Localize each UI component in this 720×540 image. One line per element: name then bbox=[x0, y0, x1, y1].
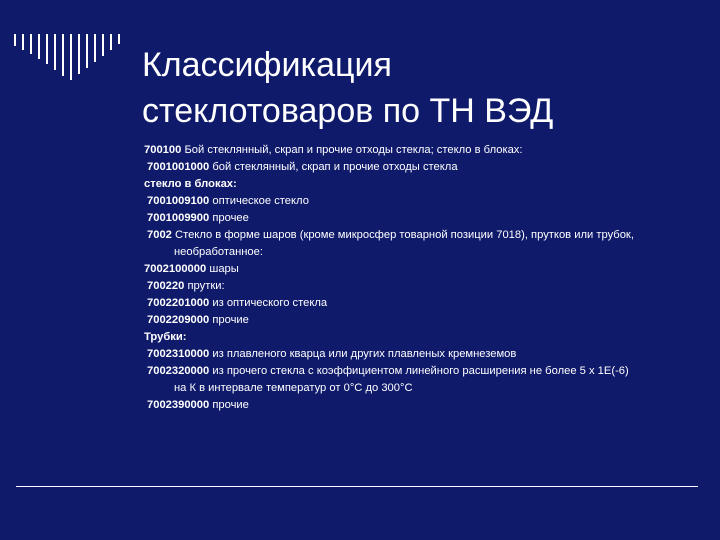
body-line: 7002209000 прочие bbox=[147, 314, 249, 326]
body-line: 7002 Стекло в форме шаров (кроме микросфер товарной позиции 7018), прутков или трубок, bbox=[147, 229, 634, 241]
body-line: 7001009100 оптическое стекло bbox=[147, 195, 309, 207]
slide-title-line-2: стеклотоваров по ТН ВЭД bbox=[142, 92, 554, 130]
body-line: 7002201000 из оптического стекла bbox=[147, 297, 328, 309]
body-line: 7002310000 из плавленого кварца или других плавленых кремнеземов bbox=[147, 348, 517, 360]
decorative-bars bbox=[14, 34, 134, 84]
body-line: 7001001000 бой стеклянный, скрап и прочие отходы стекла bbox=[147, 161, 458, 173]
body-line: 7002100000 шары bbox=[144, 263, 239, 275]
body-line: Трубки: bbox=[144, 331, 187, 343]
body-line: необработанное: bbox=[174, 246, 263, 258]
body-line: на К в интервале температур от 0°С до 300°С bbox=[174, 382, 413, 394]
body-line: 7002390000 прочие bbox=[147, 399, 249, 411]
slide-body bbox=[144, 142, 700, 414]
slide-title-line-1: Классификация bbox=[142, 46, 392, 84]
body-line: 7001009900 прочее bbox=[147, 212, 249, 224]
bottom-divider bbox=[16, 486, 698, 487]
slide-title bbox=[142, 42, 702, 134]
body-line: 7002320000 из прочего стекла с коэффициентом линейного расширения не более 5 х 1Е(-6) bbox=[147, 365, 629, 377]
body-line: 700220 прутки: bbox=[147, 280, 225, 292]
body-line: 700100 Бой стеклянный, скрап и прочие отходы стекла; стекло в блоках: bbox=[144, 144, 523, 156]
body-line: стекло в блоках: bbox=[144, 178, 237, 190]
